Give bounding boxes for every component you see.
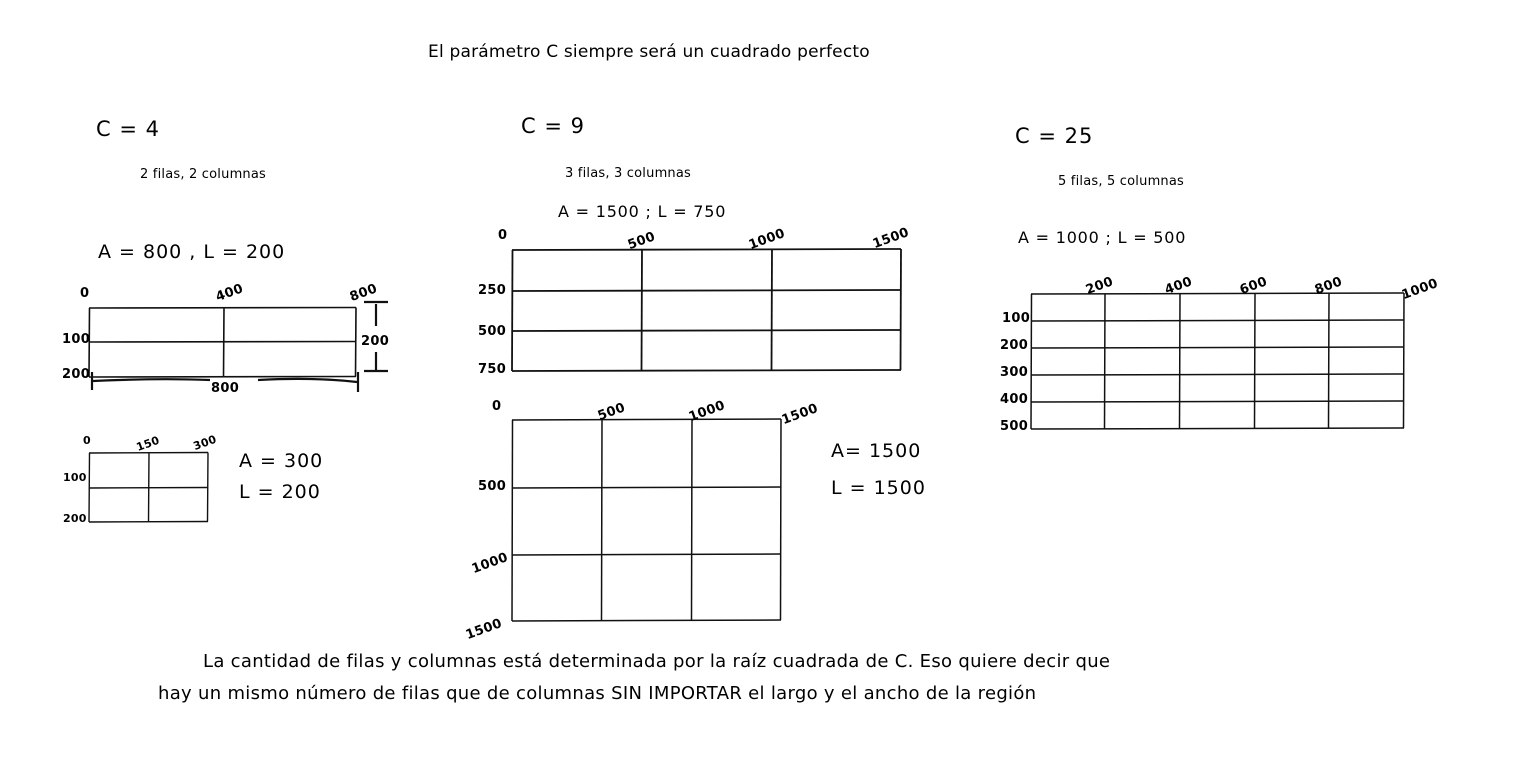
side-label-a-c4-2: A = 300 bbox=[239, 450, 324, 472]
group-label-c4: C = 4 bbox=[96, 117, 160, 141]
group-sublabel-c9: 3 filas, 3 columnas bbox=[565, 166, 692, 181]
tick-c25-left-500: 500 bbox=[1000, 419, 1029, 434]
tick-c9-2-left-1500: 1500 bbox=[463, 616, 505, 643]
tick-c25-top-600: 600 bbox=[1237, 274, 1270, 298]
tick-c4-2-top-150: 150 bbox=[134, 433, 162, 454]
tick-c9-1-left-500: 500 bbox=[478, 324, 507, 339]
tick-c25-top-1000: 1000 bbox=[1399, 276, 1441, 303]
tick-c4-2-left-200: 200 bbox=[63, 512, 87, 525]
tick-c25-left-100: 100 bbox=[1002, 311, 1031, 326]
side-label-l-c9-2: L = 1500 bbox=[831, 477, 926, 499]
tick-c4-1-top-400: 400 bbox=[213, 281, 246, 305]
tick-c9-1-top-1000: 1000 bbox=[746, 226, 788, 253]
tick-c25-top-800: 800 bbox=[1312, 274, 1345, 298]
tick-c4-1-top-0: 0 bbox=[80, 286, 90, 301]
tick-c4-2-left-100: 100 bbox=[63, 471, 87, 484]
tick-c4-1-left-100: 100 bbox=[62, 332, 91, 347]
group-sublabel-c4: 2 filas, 2 columnas bbox=[140, 167, 267, 182]
group-label-c25: C = 25 bbox=[1015, 124, 1094, 148]
annotation-brackets-c4-1 bbox=[88, 300, 398, 400]
grid-c9-2 bbox=[511, 419, 783, 623]
tick-c9-2-top-1000: 1000 bbox=[686, 398, 728, 425]
tick-c9-1-left-250: 250 bbox=[478, 283, 507, 298]
grid-c25-1 bbox=[1030, 293, 1406, 431]
tick-c25-left-400: 400 bbox=[1000, 392, 1029, 407]
grid-c4-2 bbox=[88, 452, 210, 524]
tick-c4-1-top-800: 800 bbox=[347, 281, 380, 305]
tick-c25-top-200: 200 bbox=[1083, 274, 1116, 298]
tick-c9-1-top-0: 0 bbox=[498, 228, 508, 243]
page-title: El parámetro C siempre será un cuadrado perfecto bbox=[428, 42, 870, 62]
tick-c9-2-top-0: 0 bbox=[492, 399, 502, 414]
tick-c25-left-200: 200 bbox=[1000, 338, 1029, 353]
side-label-a-c9-2: A= 1500 bbox=[831, 440, 922, 462]
tick-c4-2-top-0: 0 bbox=[83, 434, 91, 447]
tick-c9-2-top-500: 500 bbox=[595, 400, 628, 424]
dims-label-c4-grid1: A = 800 , L = 200 bbox=[98, 241, 286, 263]
tick-c9-2-top-1500: 1500 bbox=[779, 401, 821, 428]
annotation-height-c4-1: 200 bbox=[361, 334, 390, 349]
tick-c4-1-left-200: 200 bbox=[62, 367, 91, 382]
grid-c9-1 bbox=[511, 249, 903, 373]
tick-c9-2-left-1000: 1000 bbox=[469, 550, 511, 577]
annotation-width-c4-1: 800 bbox=[211, 381, 240, 396]
footer-line-2: hay un mismo número de filas que de columnas SIN IMPORTAR el largo y el ancho de la región bbox=[158, 683, 1037, 704]
group-label-c9: C = 9 bbox=[521, 114, 585, 138]
tick-c9-2-left-500: 500 bbox=[478, 479, 507, 494]
side-label-l-c4-2: L = 200 bbox=[239, 481, 321, 503]
tick-c9-1-left-750: 750 bbox=[478, 362, 507, 377]
footer-line-1: La cantidad de filas y columnas está determinada por la raíz cuadrada de C. Eso quiere decir que bbox=[203, 651, 1111, 672]
dims-label-c9-grid1: A = 1500 ; L = 750 bbox=[558, 202, 727, 221]
tick-c9-1-top-500: 500 bbox=[625, 229, 658, 253]
tick-c25-top-400: 400 bbox=[1162, 274, 1195, 298]
tick-c25-left-300: 300 bbox=[1000, 365, 1029, 380]
dims-label-c25-grid1: A = 1000 ; L = 500 bbox=[1018, 228, 1187, 247]
group-sublabel-c25: 5 filas, 5 columnas bbox=[1058, 174, 1185, 189]
tick-c9-1-top-1500: 1500 bbox=[870, 225, 912, 252]
tick-c4-2-top-300: 300 bbox=[191, 432, 219, 453]
